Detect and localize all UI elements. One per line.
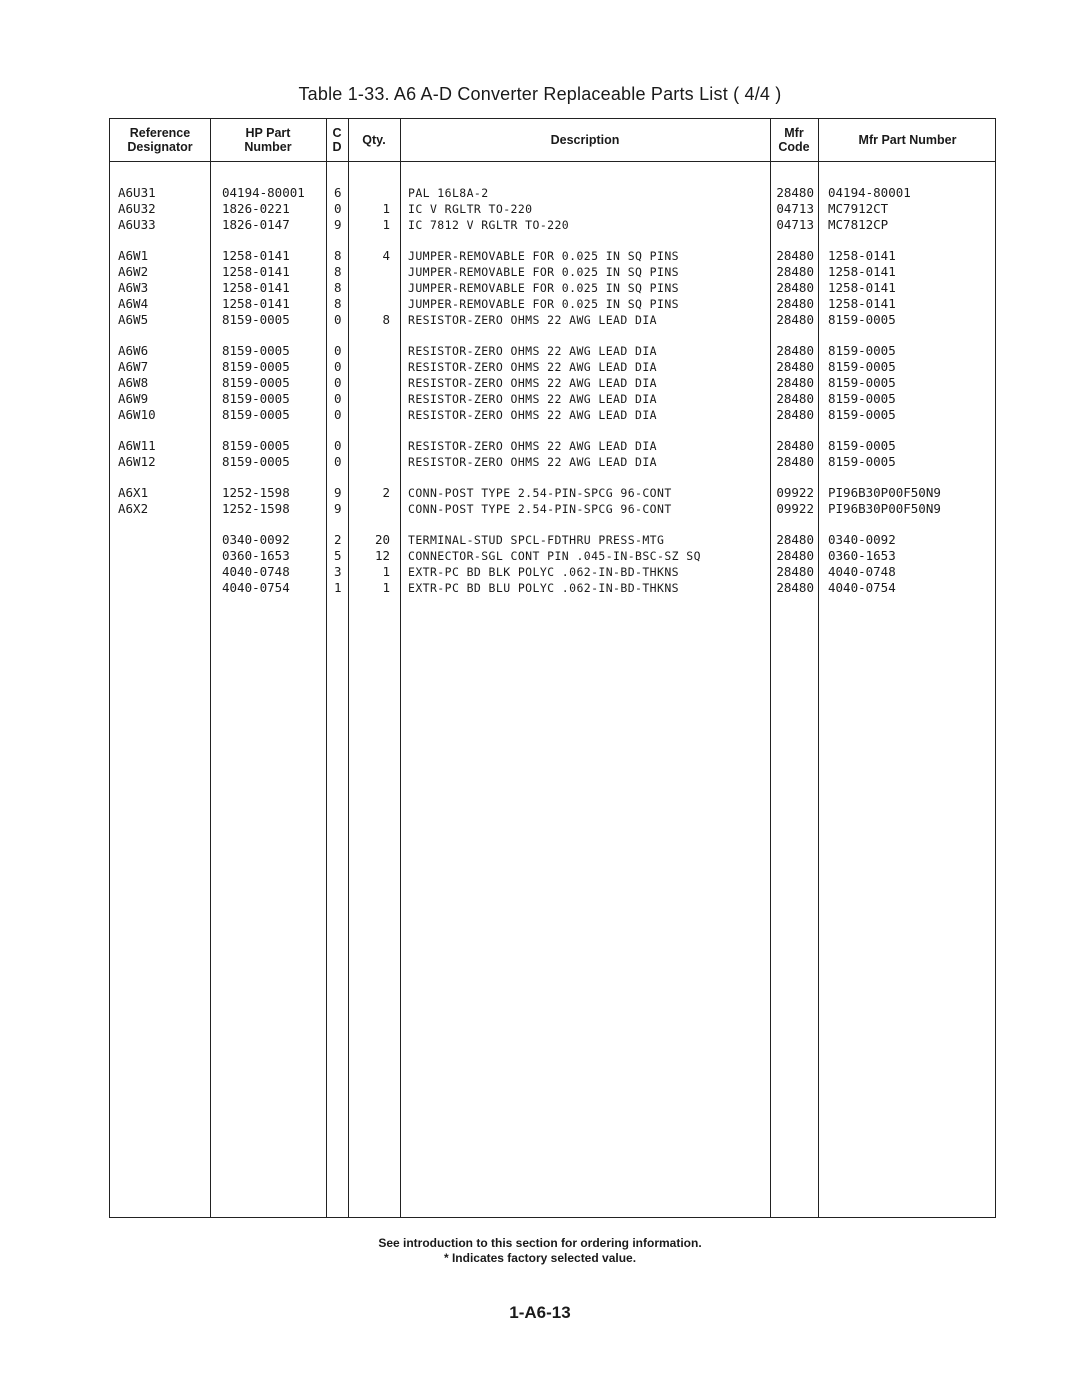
- cell-ref: A6W9: [118, 391, 149, 406]
- cell-mpn: 8159-0005: [828, 312, 896, 327]
- cell-desc: JUMPER-REMOVABLE FOR 0.025 IN SQ PINS: [408, 265, 679, 279]
- cell-code: 28480: [776, 343, 814, 358]
- cell-ref: A6W3: [118, 280, 149, 295]
- cell-hp: 8159-0005: [222, 438, 290, 453]
- cell-hp: 8159-0005: [222, 375, 290, 390]
- cell-desc: IC V RGLTR TO-220: [408, 202, 533, 216]
- cell-code: 28480: [776, 312, 814, 327]
- cell-desc: JUMPER-REMOVABLE FOR 0.025 IN SQ PINS: [408, 297, 679, 311]
- footer-ordering-note: See introduction to this section for ordering information.: [378, 1236, 702, 1250]
- cell-desc: RESISTOR-ZERO OHMS 22 AWG LEAD DIA: [408, 360, 658, 374]
- cell-ref: A6W4: [118, 296, 149, 311]
- header-cd: C D: [332, 126, 342, 154]
- cell-ref: A6W2: [118, 264, 149, 279]
- cell-hp: 04194-80001: [222, 185, 305, 200]
- cell-code: 28480: [776, 564, 814, 579]
- cell-qty: 4: [382, 248, 390, 263]
- header-rule: [110, 161, 995, 162]
- cell-hp: 1826-0221: [222, 201, 290, 216]
- cell-hp: 4040-0754: [222, 580, 290, 595]
- cell-qty: 2: [382, 485, 390, 500]
- cell-mpn: 8159-0005: [828, 391, 896, 406]
- header-mfr-part-number: Mfr Part Number: [858, 133, 957, 147]
- cell-desc: CONNECTOR-SGL CONT PIN .045-IN-BSC-SZ SQ: [408, 549, 701, 563]
- cell-mpn: MC7812CP: [828, 217, 889, 232]
- cell-ref: A6W6: [118, 343, 149, 358]
- cell-cd: 9: [334, 501, 342, 516]
- cell-cd: 0: [334, 312, 342, 327]
- table-row: [110, 501, 995, 517]
- table-row: [110, 564, 995, 580]
- cell-ref: A6U33: [118, 217, 156, 232]
- cell-mpn: 4040-0748: [828, 564, 896, 579]
- cell-hp: 1826-0147: [222, 217, 290, 232]
- table-row: [110, 359, 995, 375]
- cell-hp: 0340-0092: [222, 532, 290, 547]
- cell-code: 28480: [776, 454, 814, 469]
- table-row: [110, 532, 995, 548]
- cell-desc: RESISTOR-ZERO OHMS 22 AWG LEAD DIA: [408, 439, 658, 453]
- cell-desc: TERMINAL-STUD SPCL-FDTHRU PRESS-MTG: [408, 533, 665, 547]
- cell-code: 09922: [776, 485, 814, 500]
- cell-desc: EXTR-PC BD BLU POLYC .062-IN-BD-THKNS: [408, 581, 679, 595]
- cell-cd: 6: [334, 185, 342, 200]
- table-row: [110, 343, 995, 359]
- cell-ref: A6U31: [118, 185, 156, 200]
- cell-desc: IC 7812 V RGLTR TO-220: [408, 218, 570, 232]
- header-description: Description: [550, 133, 620, 147]
- cell-ref: A6X2: [118, 501, 149, 516]
- cell-cd: 0: [334, 391, 342, 406]
- cell-desc: RESISTOR-ZERO OHMS 22 AWG LEAD DIA: [408, 344, 658, 358]
- cell-mpn: 1258-0141: [828, 264, 896, 279]
- cell-hp: 8159-0005: [222, 359, 290, 374]
- cell-ref: A6W11: [118, 438, 156, 453]
- cell-code: 28480: [776, 580, 814, 595]
- cell-hp: 8159-0005: [222, 391, 290, 406]
- cell-code: 28480: [776, 248, 814, 263]
- cell-mpn: 8159-0005: [828, 407, 896, 422]
- cell-code: 28480: [776, 264, 814, 279]
- table-row: [110, 264, 995, 280]
- cell-hp: 1252-1598: [222, 501, 290, 516]
- cell-cd: 8: [334, 248, 342, 263]
- cell-ref: A6W7: [118, 359, 149, 374]
- header-reference-designator: Reference Designator: [127, 126, 193, 154]
- cell-cd: 8: [334, 280, 342, 295]
- cell-desc: CONN-POST TYPE 2.54-PIN-SPCG 96-CONT: [408, 502, 672, 516]
- cell-ref: A6U32: [118, 201, 156, 216]
- cell-code: 09922: [776, 501, 814, 516]
- table-row: [110, 548, 995, 564]
- footer-factory-note: * Indicates factory selected value.: [443, 1251, 637, 1265]
- table-row: [110, 407, 995, 423]
- cell-code: 28480: [776, 359, 814, 374]
- table-row: [110, 312, 995, 328]
- table-row: [110, 201, 995, 217]
- cell-cd: 1: [334, 580, 342, 595]
- table-row: [110, 391, 995, 407]
- cell-code: 28480: [776, 438, 814, 453]
- cell-qty: 8: [382, 312, 390, 327]
- cell-cd: 8: [334, 296, 342, 311]
- cell-code: 28480: [776, 375, 814, 390]
- cell-mpn: 0360-1653: [828, 548, 896, 563]
- table-row: [110, 185, 995, 201]
- table-row: [110, 375, 995, 391]
- cell-code: 28480: [776, 280, 814, 295]
- cell-code: 28480: [776, 391, 814, 406]
- cell-cd: 0: [334, 438, 342, 453]
- cell-hp: 8159-0005: [222, 343, 290, 358]
- cell-qty: 20: [374, 532, 390, 547]
- cell-code: 28480: [776, 548, 814, 563]
- cell-qty: 1: [382, 580, 390, 595]
- cell-code: 28480: [776, 185, 814, 200]
- cell-cd: 5: [334, 548, 342, 563]
- cell-ref: A6W8: [118, 375, 149, 390]
- cell-mpn: PI96B30P00F50N9: [828, 485, 941, 500]
- cell-cd: 0: [334, 407, 342, 422]
- header-hp-part-number: HP Part Number: [244, 126, 292, 154]
- page-number: 1-A6-13: [509, 1303, 571, 1322]
- cell-cd: 0: [334, 375, 342, 390]
- cell-hp: 1258-0141: [222, 264, 290, 279]
- cell-qty: 1: [382, 564, 390, 579]
- cell-mpn: PI96B30P00F50N9: [828, 501, 941, 516]
- header-qty: Qty.: [362, 133, 386, 147]
- cell-mpn: 8159-0005: [828, 375, 896, 390]
- cell-cd: 9: [334, 217, 342, 232]
- cell-qty: 1: [382, 201, 390, 216]
- cell-desc: RESISTOR-ZERO OHMS 22 AWG LEAD DIA: [408, 376, 658, 390]
- cell-hp: 8159-0005: [222, 312, 290, 327]
- cell-mpn: 8159-0005: [828, 343, 896, 358]
- cell-hp: 0360-1653: [222, 548, 290, 563]
- cell-desc: EXTR-PC BD BLK POLYC .062-IN-BD-THKNS: [408, 565, 679, 579]
- cell-mpn: MC7912CT: [828, 201, 889, 216]
- cell-ref: A6W12: [118, 454, 156, 469]
- cell-qty: 12: [374, 548, 390, 563]
- cell-hp: 8159-0005: [222, 454, 290, 469]
- cell-cd: 0: [334, 201, 342, 216]
- cell-cd: 2: [334, 532, 342, 547]
- cell-code: 28480: [776, 296, 814, 311]
- cell-hp: 1252-1598: [222, 485, 290, 500]
- cell-code: 04713: [776, 217, 814, 232]
- cell-desc: JUMPER-REMOVABLE FOR 0.025 IN SQ PINS: [408, 281, 679, 295]
- cell-mpn: 04194-80001: [828, 185, 911, 200]
- table-title: Table 1-33. A6 A-D Converter Replaceable Parts List ( 4/4 ): [298, 84, 782, 104]
- parts-table: [109, 118, 996, 1218]
- cell-cd: 3: [334, 564, 342, 579]
- cell-desc: RESISTOR-ZERO OHMS 22 AWG LEAD DIA: [408, 455, 658, 469]
- cell-mpn: 1258-0141: [828, 296, 896, 311]
- cell-ref: A6W1: [118, 248, 149, 263]
- cell-mpn: 8159-0005: [828, 454, 896, 469]
- cell-cd: 0: [334, 359, 342, 374]
- table-row: [110, 485, 995, 501]
- cell-desc: CONN-POST TYPE 2.54-PIN-SPCG 96-CONT: [408, 486, 672, 500]
- cell-qty: 1: [382, 217, 390, 232]
- cell-desc: RESISTOR-ZERO OHMS 22 AWG LEAD DIA: [408, 408, 658, 422]
- cell-code: 28480: [776, 532, 814, 547]
- cell-hp: 1258-0141: [222, 280, 290, 295]
- header-mfr-code: Mfr Code: [778, 126, 810, 154]
- cell-cd: 8: [334, 264, 342, 279]
- cell-mpn: 1258-0141: [828, 280, 896, 295]
- table-row: [110, 296, 995, 312]
- cell-ref: A6W5: [118, 312, 149, 327]
- cell-cd: 9: [334, 485, 342, 500]
- cell-code: 28480: [776, 407, 814, 422]
- table-row: [110, 248, 995, 264]
- cell-hp: 8159-0005: [222, 407, 290, 422]
- cell-desc: RESISTOR-ZERO OHMS 22 AWG LEAD DIA: [408, 392, 658, 406]
- cell-mpn: 8159-0005: [828, 359, 896, 374]
- cell-mpn: 4040-0754: [828, 580, 896, 595]
- cell-desc: PAL 16L8A-2: [408, 186, 489, 200]
- cell-ref: A6X1: [118, 485, 149, 500]
- cell-hp: 4040-0748: [222, 564, 290, 579]
- cell-cd: 0: [334, 343, 342, 358]
- cell-hp: 1258-0141: [222, 248, 290, 263]
- table-row: [110, 580, 995, 596]
- cell-desc: RESISTOR-ZERO OHMS 22 AWG LEAD DIA: [408, 313, 658, 327]
- table-row: [110, 217, 995, 233]
- cell-ref: A6W10: [118, 407, 156, 422]
- table-row: [110, 454, 995, 470]
- table-row: [110, 280, 995, 296]
- cell-mpn: 1258-0141: [828, 248, 896, 263]
- cell-code: 04713: [776, 201, 814, 216]
- table-row: [110, 438, 995, 454]
- cell-hp: 1258-0141: [222, 296, 290, 311]
- cell-mpn: 0340-0092: [828, 532, 896, 547]
- cell-desc: JUMPER-REMOVABLE FOR 0.025 IN SQ PINS: [408, 249, 679, 263]
- cell-cd: 0: [334, 454, 342, 469]
- cell-mpn: 8159-0005: [828, 438, 896, 453]
